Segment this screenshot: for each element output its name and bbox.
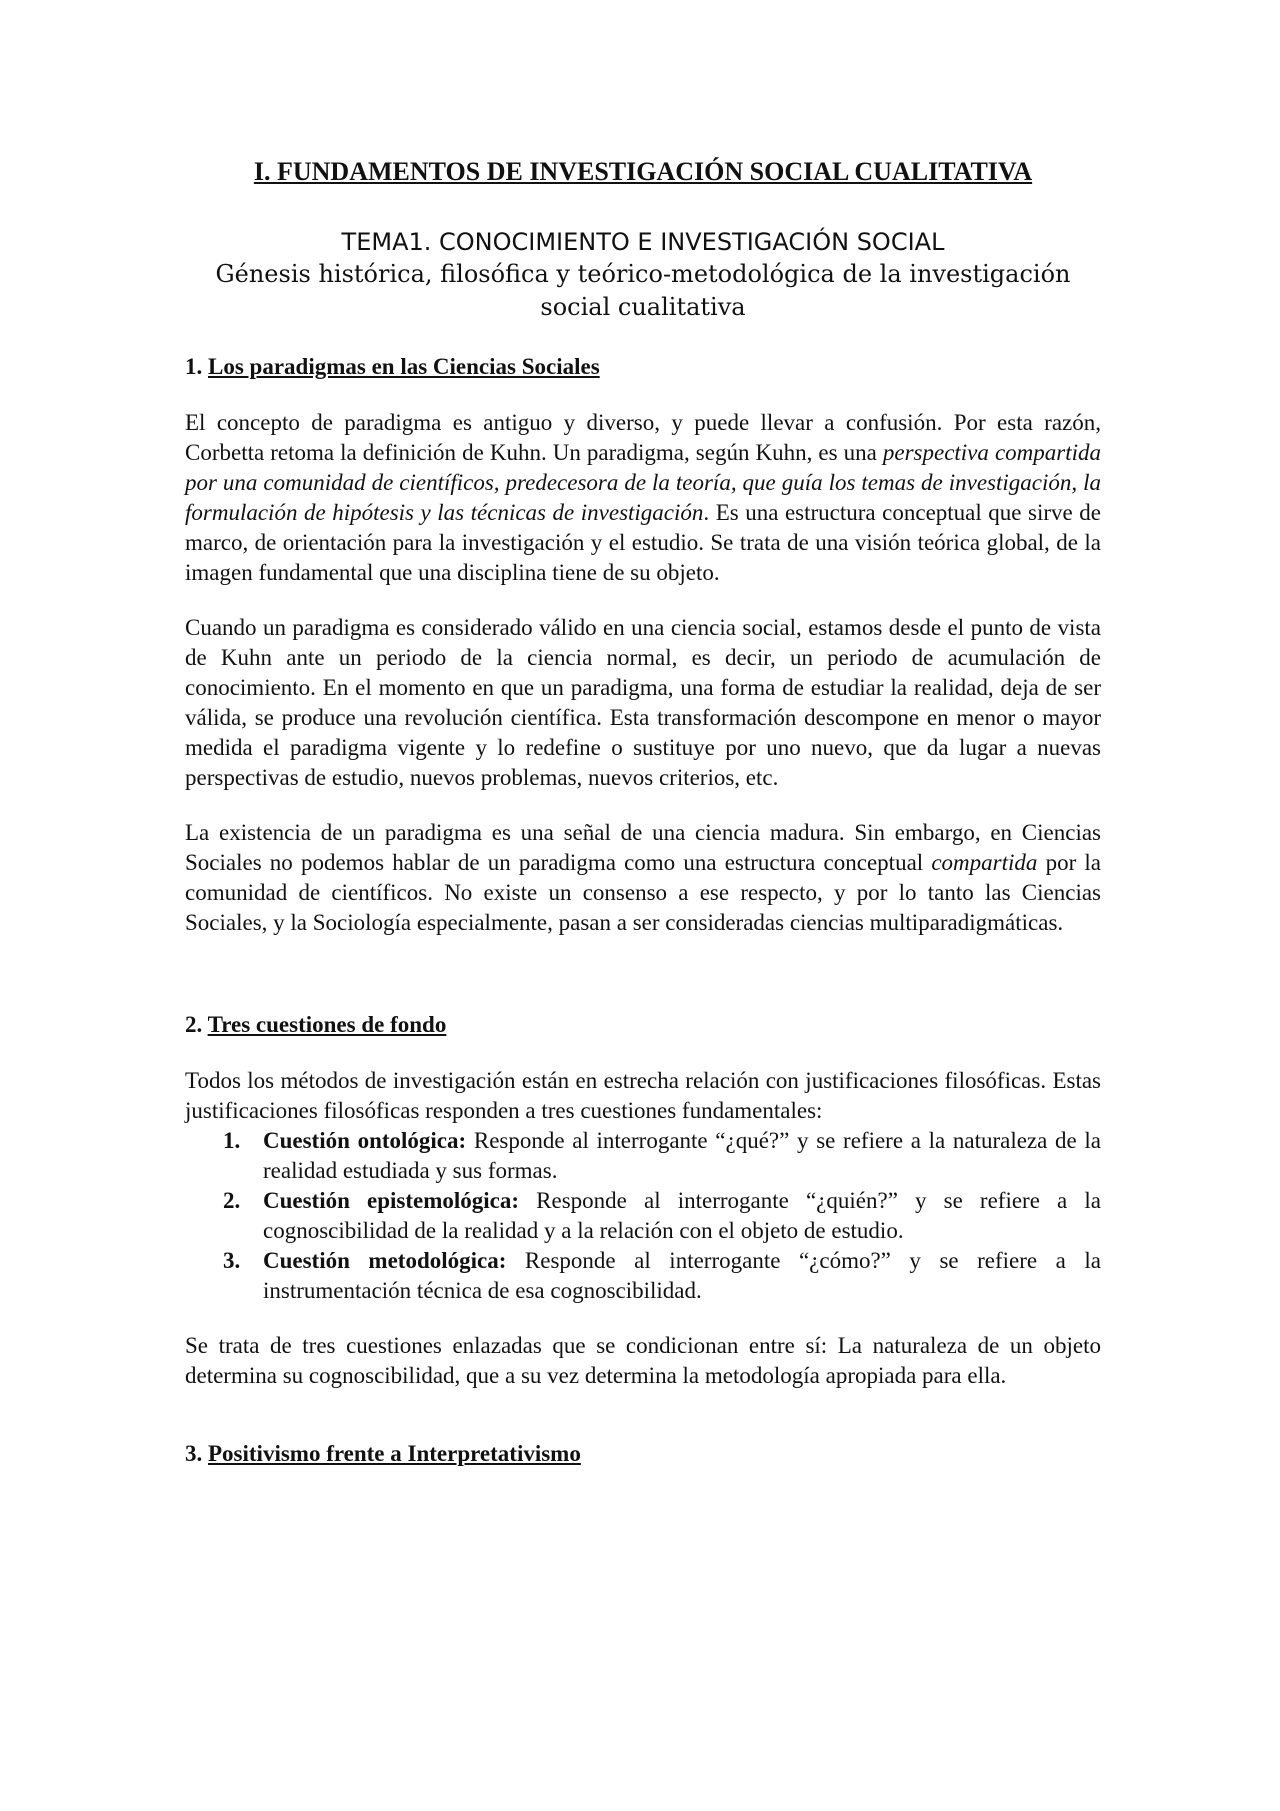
- list-item-number: 2.: [223, 1188, 241, 1213]
- document-title: I. FUNDAMENTOS DE INVESTIGACIÓN SOCIAL CUALITATIVA: [253, 157, 1033, 186]
- paragraph-text: La existencia de un paradigma es una señal de una ciencia madura. Sin embargo, en Ciencias Sociales no podemos hablar de un paradigma como una estructura conceptual: [185, 820, 1101, 875]
- paragraph-text: . Es una estructura conceptual que sirve de marco, de orientación para la investigación y el estudio. Se trata de una visión teórica global, de la imagen fundamental que una disciplina tiene de su objeto.: [185, 500, 1101, 585]
- tema-subtitle: [193, 258, 1093, 324]
- paragraph-text: El concepto de paradigma es antiguo y diverso, y puede llevar a confusión. Por esta razón, Corbetta retoma la definición de Kuhn. Un paradigma, según Kuhn, es una: [185, 410, 1101, 465]
- list-item-label: Cuestión epistemológica:: [263, 1188, 520, 1213]
- section-3-title: Positivismo frente a Interpretativismo: [208, 1441, 581, 1466]
- section-1-paragraph-2: Cuando un paradigma es considerado válido en una ciencia social, estamos desde el punto de vista de Kuhn ante un periodo de la ciencia normal, es decir, un periodo de acumulación de conocimiento. En el momento en que un paradigma, una forma de estudiar la realidad, deja de ser válida, se produce una revolución científica. Esta transformación descompone en menor o mayor medida el paradigma vigente y lo redefine o sustituye por uno nuevo, que da lugar a nuevas perspectivas de estudio, nuevos problemas, nuevos criterios, etc.: [185, 615, 1101, 790]
- section-3-number: 3.: [185, 1441, 203, 1466]
- questions-list: [185, 1126, 1101, 1306]
- kuhn-definition-italic: perspectiva compartida por una comunidad de científicos, predecesora de la teoría, que guía los temas de investigación, la formulación de hipótesis y las técnicas de investigación: [185, 440, 1101, 525]
- list-item-text: Responde al interrogante “¿quién?” y se refiere a la cognoscibilidad de la realidad y a la relación con el objeto de estudio.: [263, 1188, 1101, 1243]
- section-2-intro: Todos los métodos de investigación están en estrecha relación con justificaciones filosóficas. Estas justificaciones filosóficas responden a tres cuestiones fundamentales:: [185, 1068, 1101, 1123]
- document-page: [185, 150, 1101, 1469]
- section-1-paragraph-1: [185, 408, 1101, 588]
- list-item: [223, 1246, 1101, 1306]
- section-1-heading: [185, 352, 1101, 382]
- tema-heading: TEMA1. CONOCIMIENTO E INVESTIGACIÓN SOCIAL: [341, 228, 945, 256]
- section-1-title: Los paradigmas en las Ciencias Sociales: [208, 354, 600, 379]
- tema-subtitle-line-1: Génesis histórica, filosófica y teórico-metodológica de la investigación: [215, 260, 1071, 288]
- list-item-number: 1.: [223, 1128, 241, 1153]
- paragraph-text: por la comunidad de científicos. No existe un consenso a ese respecto, y por lo tanto las Ciencias Sociales, y la Sociología especialmente, pasan a ser consideradas ciencias multiparadigmáticas.: [185, 850, 1101, 935]
- section-1-paragraph-3: [185, 818, 1101, 938]
- list-item: [223, 1186, 1101, 1246]
- section-1-number: 1.: [185, 354, 203, 379]
- section-3-heading: [185, 1439, 1101, 1469]
- list-item-number: 3.: [223, 1248, 241, 1273]
- compartida-italic: compartida: [931, 850, 1038, 875]
- section-2-number: 2.: [185, 1012, 203, 1037]
- section-2-heading: [185, 1010, 1101, 1040]
- section-2-title: Tres cuestiones de fondo: [207, 1012, 447, 1037]
- list-item-label: Cuestión ontológica:: [263, 1128, 467, 1153]
- tema-subtitle-line-2: social cualitativa: [540, 293, 746, 321]
- list-item-text: Responde al interrogante “¿qué?” y se refiere a la naturaleza de la realidad estudiada y sus formas.: [263, 1128, 1102, 1183]
- list-item-text: Responde al interrogante “¿cómo?” y se refiere a la instrumentación técnica de esa cognoscibilidad.: [263, 1248, 1101, 1303]
- section-2-closing: Se trata de tres cuestiones enlazadas que se condicionan entre sí: La naturaleza de un objeto determina su cognoscibilidad, que a su vez determina la metodología apropiada para ella.: [185, 1333, 1101, 1388]
- list-item-label: Cuestión metodológica:: [263, 1248, 507, 1273]
- list-item: [223, 1126, 1102, 1186]
